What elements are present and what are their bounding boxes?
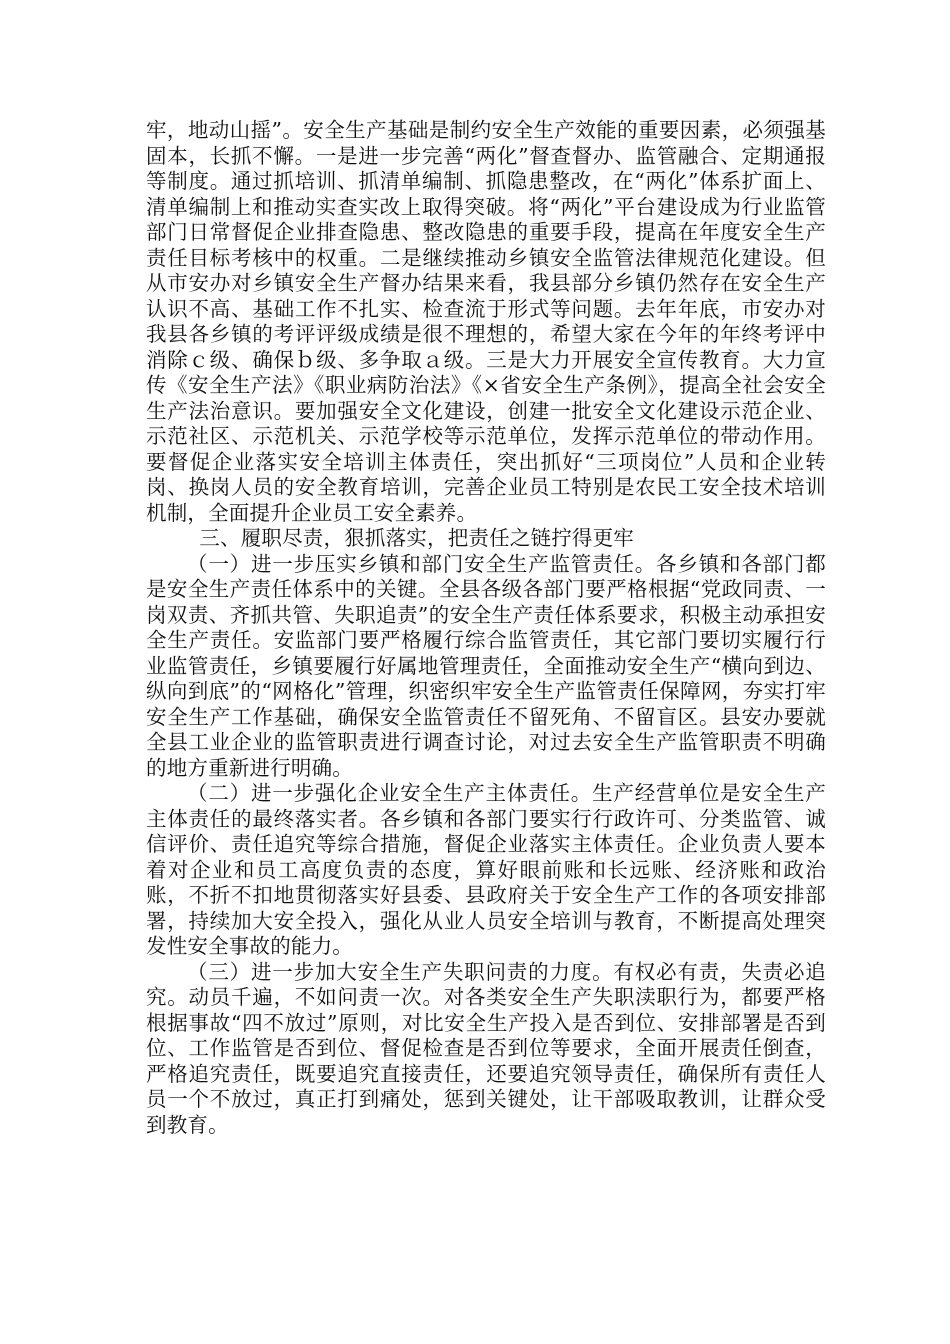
paragraph-continuation: 牢，地动山摇”。安全生产基础是制约安全生产效能的重要因素，必须强基固本，长抓不懈。一是进一步完善“两化”督查督办、监管融合、定期通报等制度。通过抓培训、抓清单编制、抓隐患整改，在“两化”体系扩面上、清单编制上和推动实查实改上取得突破。将“两化”平台建设成为行业监管部门日常督促企业排查隐患、整改隐患的重要手段，提高在年度安全生产责任目标考核中的权重。二是继续推动乡镇安全监管法律规范化建设。但从市安办对乡镇安全生产督办结果来看，我县部分乡镇仍然存在安全生产认识不高、基础工作不扎实、检查流于形式等问题。去年年底，市安办对我县各乡镇的考评评级成绩是很不理想的，希望大家在今年的年终考评中消除ｃ级、确保ｂ级、多争取ａ级。三是大力开展安全宣传教育。大力宣传《安全生产法》《职业病防治法》《×省安全生产条例》，提高全社会安全生产法治意识。要加强安全文化建设，创建一批安全文化建设示范企业、示范社区、示范机关、示范学校等示范单位，发挥示范单位的带动作用。要督促企业落实安全培训主体责任，突出抓好“三项岗位”人员和企业转岗、换岗人员的安全教育培训，完善企业员工特别是农民工安全技术培训机制，全面提升企业员工安全素养。	[146, 118, 826, 525]
paragraph-item-3: （三）进一步加大安全生产失职问责的力度。有权必有责，失责必追究。动员千遍，不如问责一次。对各类安全生产失职渎职行为，都要严格根据事故“四不放过”原则，对比安全生产投入是否到位、安排部署是否到位、工作监管是否到位、督促检查是否到位等要求，全面开展责任倒查，严格追究责任，既要追究直接责任，还要追究领导责任，确保所有责任人员一个不放过，真正打到痛处，惩到关键处，让干部吸取教训，让群众受到教育。	[146, 959, 826, 1137]
section-heading: 三、履职尽责，狠抓落实，把责任之链拧得更牢	[199, 526, 634, 550]
paragraph-item-1: （一）进一步压实乡镇和部门安全生产监管责任。各乡镇和各部门都是安全生产责任体系中的关键。全县各级各部门要严格根据“党政同责、一岗双责、齐抓共管、失职追责”的安全生产责任体系要求，积极主动承担安全生产责任。安监部门要严格履行综合监管责任，其它部门要切实履行行业监管责任，乡镇要履行好属地管理责任，全面推动安全生产“横向到边、纵向到底”的“网格化”管理，织密织牢安全生产监管责任保障网，夯实打牢安全生产工作基础，确保安全监管责任不留死角、不留盲区。县安办要就全县工业企业的监管职责进行调查讨论，对过去安全生产监管职责不明确的地方重新进行明确。	[146, 551, 826, 780]
paragraph-item-2: （二）进一步强化企业安全生产主体责任。生产经营单位是安全生产主体责任的最终落实者。各乡镇和各部门要实行行政许可、分类监管、诚信评价、责任追究等综合措施，督促企业落实主体责任。企业负责人要本着对企业和员工高度负责的态度，算好眼前账和长远账、经济账和政治账，不折不扣地贯彻落实好县委、县政府关于安全生产工作的各项安排部署，持续加大安全投入，强化从业人员安全培训与教育，不断提高处理突发性安全事故的能力。	[146, 781, 826, 958]
document-body	[146, 118, 826, 1138]
